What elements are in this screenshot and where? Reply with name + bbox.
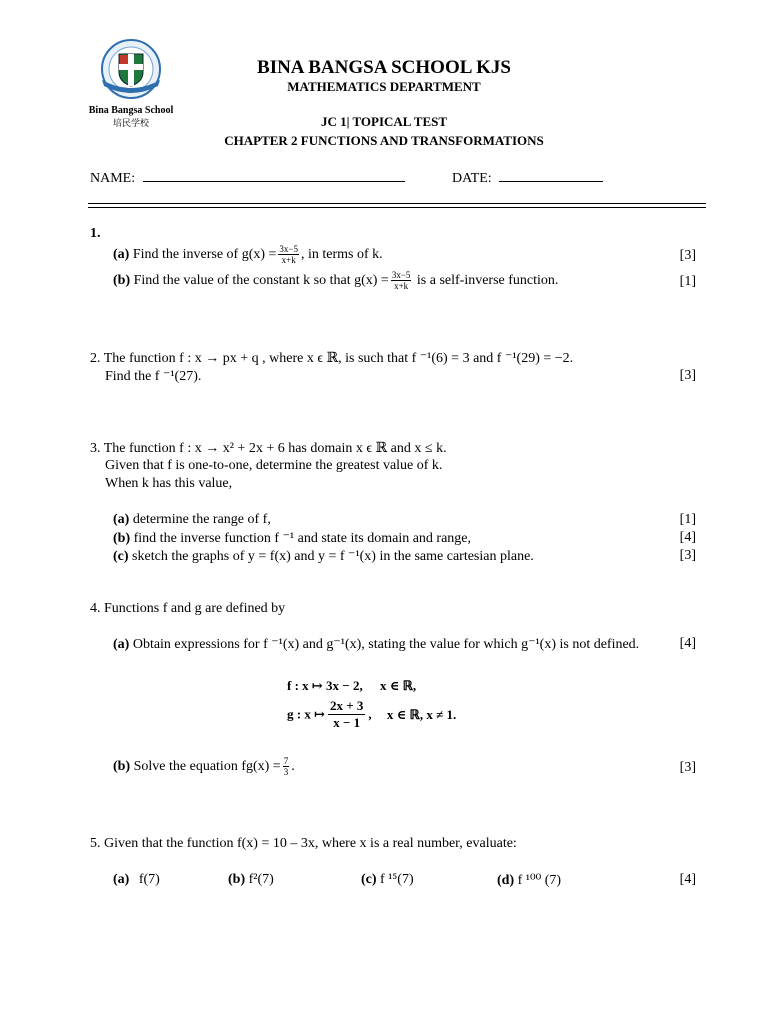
q4-b-fraction (283, 756, 290, 777)
q5-line1: 5. Given that the function f(x) = 10 – 3x, where x is a real number, evaluate: (90, 836, 517, 851)
logo-caption: Bina Bangsa School (88, 105, 174, 116)
q1-b-fraction (391, 270, 412, 291)
q1-part-b (113, 270, 558, 292)
q4-b-after: . (291, 759, 295, 774)
q5-part-d (497, 872, 561, 889)
q4-b-num: 7 (283, 756, 289, 767)
q3-a-text: determine the range of f, (132, 512, 271, 527)
q4-b-marks: [3] (679, 760, 696, 775)
q1-part-a (113, 244, 383, 266)
q5-part-b (228, 872, 274, 888)
header-divider-bottom (88, 207, 706, 208)
q5-d-label: (d) (497, 873, 515, 888)
school-title: BINA BANGSA SCHOOL KJS (257, 57, 511, 78)
q4-part-b (113, 756, 295, 778)
logo-chinese: 培民学校 (112, 118, 149, 128)
q3-b-text: find the inverse function f ⁻¹ and state its domain and range, (133, 531, 472, 546)
q4-g-definition: g : x ↦ $\frac{2x + 3}{x - 1}$ , x ∈ ℝ, x ≠ 1. (287, 698, 457, 730)
q4-f-def: f : x ↦ 3x − 2, (287, 678, 363, 693)
name-label: NAME: (90, 171, 136, 186)
q1-b-frac-den: x+k (394, 281, 409, 292)
q5-b-text: f²(7) (248, 872, 274, 887)
q3-c-text: sketch the graphs of y = f(x) and y = f ⁻¹(x) in the same cartesian plane. (132, 549, 534, 564)
header-divider-top (88, 203, 706, 204)
q2-marks: [3] (679, 368, 696, 383)
q3-a-marks: [1] (679, 512, 696, 527)
q4-b-label: (b) (113, 759, 131, 774)
q4-g-num: 2x + 3 (329, 698, 364, 713)
date-field (452, 169, 603, 187)
q3-b-marks: [4] (679, 530, 696, 545)
q4-f-definition (287, 678, 416, 694)
test-title: JC 1| TOPICAL TEST (320, 114, 448, 129)
q3-a-label: (a) (113, 512, 130, 527)
date-blank-line (499, 169, 603, 182)
q1-b-after: is a self-inverse function. (416, 273, 559, 288)
name-blank-line (143, 169, 405, 182)
q1-b-marks: [1] (679, 274, 696, 289)
q1-b-frac-num: 3x−5 (391, 270, 411, 281)
date-label: DATE: (452, 171, 492, 186)
q1-b-text: Find the value of the constant k so that g(x) = (133, 273, 389, 288)
q4-g-fraction (328, 698, 365, 731)
q3-line1: 3. The function f : x → x² + 2x + 6 has domain x ϵ ℝ and x ≤ k. (90, 441, 447, 456)
q5-a-label: (a) (113, 872, 130, 887)
q4-a-label: (a) (113, 637, 130, 652)
q3-c-label: (c) (113, 549, 129, 564)
name-field (90, 169, 405, 187)
q5-b-label: (b) (228, 872, 246, 887)
q1-a-marks: [3] (679, 248, 696, 263)
q3-line3: When k has this value, (105, 476, 233, 491)
q3-part-b (113, 530, 471, 547)
q5-c-label: (c) (361, 872, 377, 887)
q5-d-text: f ¹⁰⁰ (7) (517, 873, 562, 888)
department-title: MATHEMATICS DEPARTMENT (287, 79, 481, 94)
q3-part-a (113, 512, 271, 528)
q4-g-domain: x ∈ ℝ, x ≠ 1. (386, 706, 457, 722)
q3-c-marks: [3] (679, 548, 696, 563)
q2-line1: 2. The function f : x → px + q , where x ϵ ℝ, is such that f ⁻¹(6) = 3 and f ⁻¹(29) = −2. (90, 351, 574, 366)
q2-line2: Find the f ⁻¹(27). (105, 369, 202, 384)
q1-a-after: , in terms of k. (301, 247, 383, 262)
q4-a-text: Obtain expressions for f ⁻¹(x) and g⁻¹(x), stating the value for which g⁻¹(x) is not defined. (132, 637, 640, 652)
q4-f-domain: x ∈ ℝ, (379, 678, 417, 693)
q4-g-def: g : x ↦ (287, 706, 325, 722)
q5-marks: [4] (679, 872, 696, 887)
q4-b-den: 3 (283, 767, 289, 778)
q3-b-label: (b) (113, 531, 131, 546)
q1-a-label: (a) (113, 247, 130, 262)
q3-part-c (113, 548, 534, 565)
q5-part-a (113, 872, 160, 888)
q1-a-frac-num: 3x−5 (279, 244, 298, 255)
q5-a-text: f(7) (138, 872, 160, 887)
q3-line2: Given that f is one-to-one, determine the greatest value of k. (105, 458, 443, 473)
q4-line1: 4. Functions f and g are defined by (90, 601, 286, 616)
q1-a-frac-den: x+k (281, 255, 296, 266)
q1-b-label: (b) (113, 273, 131, 288)
q4-part-a (113, 636, 639, 653)
chapter-title: CHAPTER 2 FUNCTIONS AND TRANSFORMATIONS (224, 133, 544, 148)
q1-a-text: Find the inverse of g(x) = (132, 247, 277, 262)
q4-b-text: Solve the equation fg(x) = (133, 759, 281, 774)
q5-c-text: f ¹⁵(7) (380, 872, 414, 887)
q1-number: 1. (90, 226, 101, 241)
q4-g-den: x − 1 (333, 715, 361, 730)
q4-a-marks: [4] (679, 636, 696, 651)
q1-a-fraction (278, 244, 299, 265)
q5-part-c (361, 872, 414, 888)
